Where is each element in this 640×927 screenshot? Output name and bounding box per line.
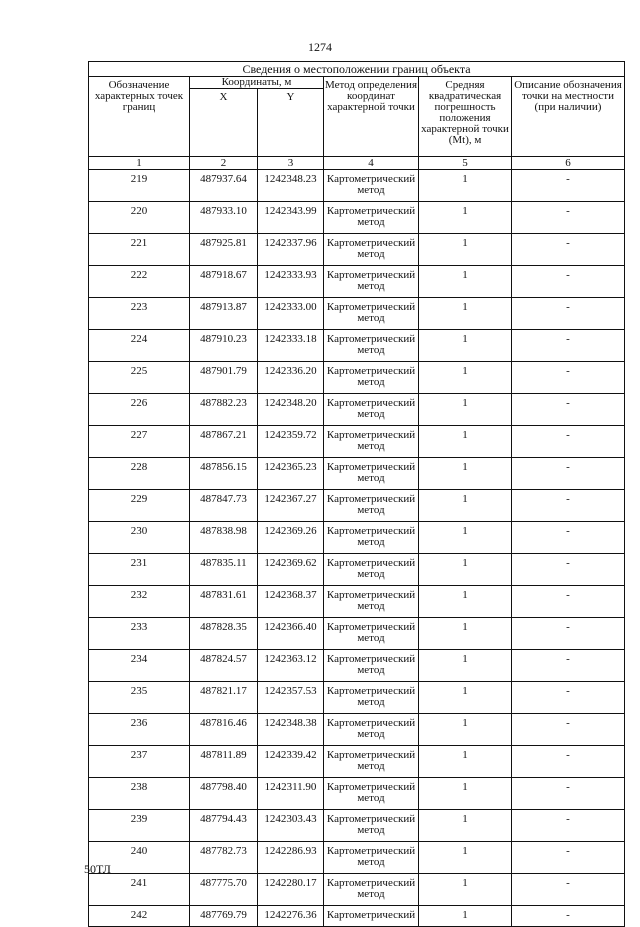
x-cell: 487816.46 [190,714,258,746]
x-cell: 487794.43 [190,810,258,842]
y-cell: 1242333.00 [258,298,324,330]
y-cell: 1242339.42 [258,746,324,778]
table-row [89,266,625,298]
description-cell: - [512,266,625,298]
description-cell: - [512,394,625,426]
point-cell: 224 [89,330,190,362]
y-cell: 1242286.93 [258,842,324,874]
y-cell: 1242367.27 [258,490,324,522]
method-cell: Картометрический метод [324,170,419,202]
point-cell: 235 [89,682,190,714]
point-cell: 219 [89,170,190,202]
description-cell: - [512,842,625,874]
x-cell: 487856.15 [190,458,258,490]
y-cell: 1242365.23 [258,458,324,490]
error-cell: 1 [419,362,512,394]
point-cell: 233 [89,618,190,650]
table-body [89,170,625,927]
error-cell: 1 [419,714,512,746]
column-number-row [89,157,625,170]
point-cell: 232 [89,586,190,618]
x-cell: 487811.89 [190,746,258,778]
y-cell: 1242333.93 [258,266,324,298]
method-cell: Картометрический метод [324,266,419,298]
table-row [89,490,625,522]
header-description: Описание обозначения точки на местности (при наличии) [512,77,625,157]
table-row [89,778,625,810]
point-cell: 241 [89,874,190,906]
y-cell: 1242337.96 [258,234,324,266]
error-cell: 1 [419,426,512,458]
x-cell: 487925.81 [190,234,258,266]
table-row [89,554,625,586]
x-cell: 487867.21 [190,426,258,458]
y-cell: 1242348.23 [258,170,324,202]
y-cell: 1242336.20 [258,362,324,394]
table-row [89,618,625,650]
point-cell: 221 [89,234,190,266]
y-cell: 1242343.99 [258,202,324,234]
x-cell: 487821.17 [190,682,258,714]
x-cell: 487838.98 [190,522,258,554]
description-cell: - [512,586,625,618]
table-row [89,586,625,618]
method-cell: Картометрический метод [324,234,419,266]
point-cell: 223 [89,298,190,330]
table-row [89,426,625,458]
error-cell: 1 [419,330,512,362]
point-cell: 222 [89,266,190,298]
error-cell: 1 [419,778,512,810]
point-cell: 230 [89,522,190,554]
column-number: 3 [258,157,324,170]
column-number: 6 [512,157,625,170]
method-cell: Картометрический метод [324,682,419,714]
description-cell: - [512,522,625,554]
method-cell: Картометрический метод [324,874,419,906]
header-method: Метод определения координат характерной точки [324,77,419,157]
x-cell: 487824.57 [190,650,258,682]
error-cell: 1 [419,458,512,490]
point-cell: 234 [89,650,190,682]
description-cell: - [512,874,625,906]
table-row [89,682,625,714]
table-row [89,234,625,266]
x-cell: 487831.61 [190,586,258,618]
point-cell: 227 [89,426,190,458]
method-cell: Картометрический метод [324,714,419,746]
point-cell: 238 [89,778,190,810]
y-cell: 1242359.72 [258,426,324,458]
error-cell: 1 [419,874,512,906]
description-cell: - [512,650,625,682]
description-cell: - [512,298,625,330]
point-cell: 240 [89,842,190,874]
method-cell: Картометрический метод [324,522,419,554]
description-cell: - [512,682,625,714]
table-row [89,458,625,490]
x-cell: 487901.79 [190,362,258,394]
y-cell: 1242368.37 [258,586,324,618]
header-coordinates: Координаты, м [190,77,324,89]
table-row [89,650,625,682]
footer-mark: 50ТЛ [84,862,111,876]
method-cell: Картометрический метод [324,842,419,874]
x-cell: 487933.10 [190,202,258,234]
point-cell: 236 [89,714,190,746]
method-cell: Картометрический метод [324,330,419,362]
x-cell: 487798.40 [190,778,258,810]
description-cell: - [512,778,625,810]
method-cell: Картометрический метод [324,554,419,586]
description-cell: - [512,554,625,586]
description-cell: - [512,362,625,394]
error-cell: 1 [419,522,512,554]
table-row [89,394,625,426]
x-cell: 487847.73 [190,490,258,522]
point-cell: 226 [89,394,190,426]
description-cell: - [512,618,625,650]
description-cell: - [512,458,625,490]
table-row [89,906,625,927]
x-cell: 487937.64 [190,170,258,202]
error-cell: 1 [419,682,512,714]
table-row [89,522,625,554]
y-cell: 1242303.43 [258,810,324,842]
method-cell: Картометрический метод [324,202,419,234]
description-cell: - [512,490,625,522]
y-cell: 1242369.62 [258,554,324,586]
description-cell: - [512,170,625,202]
table-row [89,714,625,746]
table-row [89,874,625,906]
error-cell: 1 [419,586,512,618]
y-cell: 1242348.38 [258,714,324,746]
point-cell: 229 [89,490,190,522]
method-cell: Картометрический метод [324,746,419,778]
header-mean-error: Средняя квадратическая погрешность положения характерной точки (Mt), м [419,77,512,157]
x-cell: 487769.79 [190,906,258,927]
error-cell: 1 [419,170,512,202]
y-cell: 1242333.18 [258,330,324,362]
error-cell: 1 [419,842,512,874]
point-cell: 242 [89,906,190,927]
point-cell: 231 [89,554,190,586]
column-number: 4 [324,157,419,170]
column-number: 5 [419,157,512,170]
error-cell: 1 [419,394,512,426]
boundary-coordinates-table [88,61,625,927]
method-cell: Картометрический метод [324,298,419,330]
description-cell: - [512,714,625,746]
method-cell: Картометрический метод [324,586,419,618]
error-cell: 1 [419,810,512,842]
method-cell: Картометрический метод [324,650,419,682]
point-cell: 239 [89,810,190,842]
error-cell: 1 [419,234,512,266]
description-cell: - [512,746,625,778]
header-x: X [190,89,258,157]
point-cell: 225 [89,362,190,394]
x-cell: 487775.70 [190,874,258,906]
error-cell: 1 [419,266,512,298]
y-cell: 1242366.40 [258,618,324,650]
description-cell: - [512,202,625,234]
method-cell: Картометрический [324,906,419,927]
description-cell: - [512,234,625,266]
y-cell: 1242280.17 [258,874,324,906]
y-cell: 1242369.26 [258,522,324,554]
table-row [89,746,625,778]
y-cell: 1242363.12 [258,650,324,682]
point-cell: 237 [89,746,190,778]
x-cell: 487910.23 [190,330,258,362]
table-caption: Сведения о местоположении границ объекта [89,62,625,77]
method-cell: Картометрический метод [324,426,419,458]
description-cell: - [512,810,625,842]
error-cell: 1 [419,906,512,927]
table-row [89,170,625,202]
table-row [89,298,625,330]
header-point-designation: Обозначение характерных точек границ [89,77,190,157]
header-y: Y [258,89,324,157]
x-cell: 487828.35 [190,618,258,650]
x-cell: 487913.87 [190,298,258,330]
method-cell: Картометрический метод [324,394,419,426]
description-cell: - [512,906,625,927]
y-cell: 1242357.53 [258,682,324,714]
page-number: 1274 [308,40,332,54]
point-cell: 220 [89,202,190,234]
y-cell: 1242311.90 [258,778,324,810]
error-cell: 1 [419,650,512,682]
error-cell: 1 [419,298,512,330]
method-cell: Картометрический метод [324,458,419,490]
table-row [89,362,625,394]
table-row [89,810,625,842]
error-cell: 1 [419,554,512,586]
y-cell: 1242348.20 [258,394,324,426]
column-number: 2 [190,157,258,170]
x-cell: 487882.23 [190,394,258,426]
method-cell: Картометрический метод [324,778,419,810]
table-row [89,202,625,234]
error-cell: 1 [419,202,512,234]
x-cell: 487835.11 [190,554,258,586]
method-cell: Картометрический метод [324,810,419,842]
description-cell: - [512,426,625,458]
error-cell: 1 [419,618,512,650]
method-cell: Картометрический метод [324,362,419,394]
method-cell: Картометрический метод [324,618,419,650]
description-cell: - [512,330,625,362]
x-cell: 487782.73 [190,842,258,874]
x-cell: 487918.67 [190,266,258,298]
y-cell: 1242276.36 [258,906,324,927]
method-cell: Картометрический метод [324,490,419,522]
point-cell: 228 [89,458,190,490]
error-cell: 1 [419,490,512,522]
table-row [89,330,625,362]
table-row [89,842,625,874]
error-cell: 1 [419,746,512,778]
column-number: 1 [89,157,190,170]
